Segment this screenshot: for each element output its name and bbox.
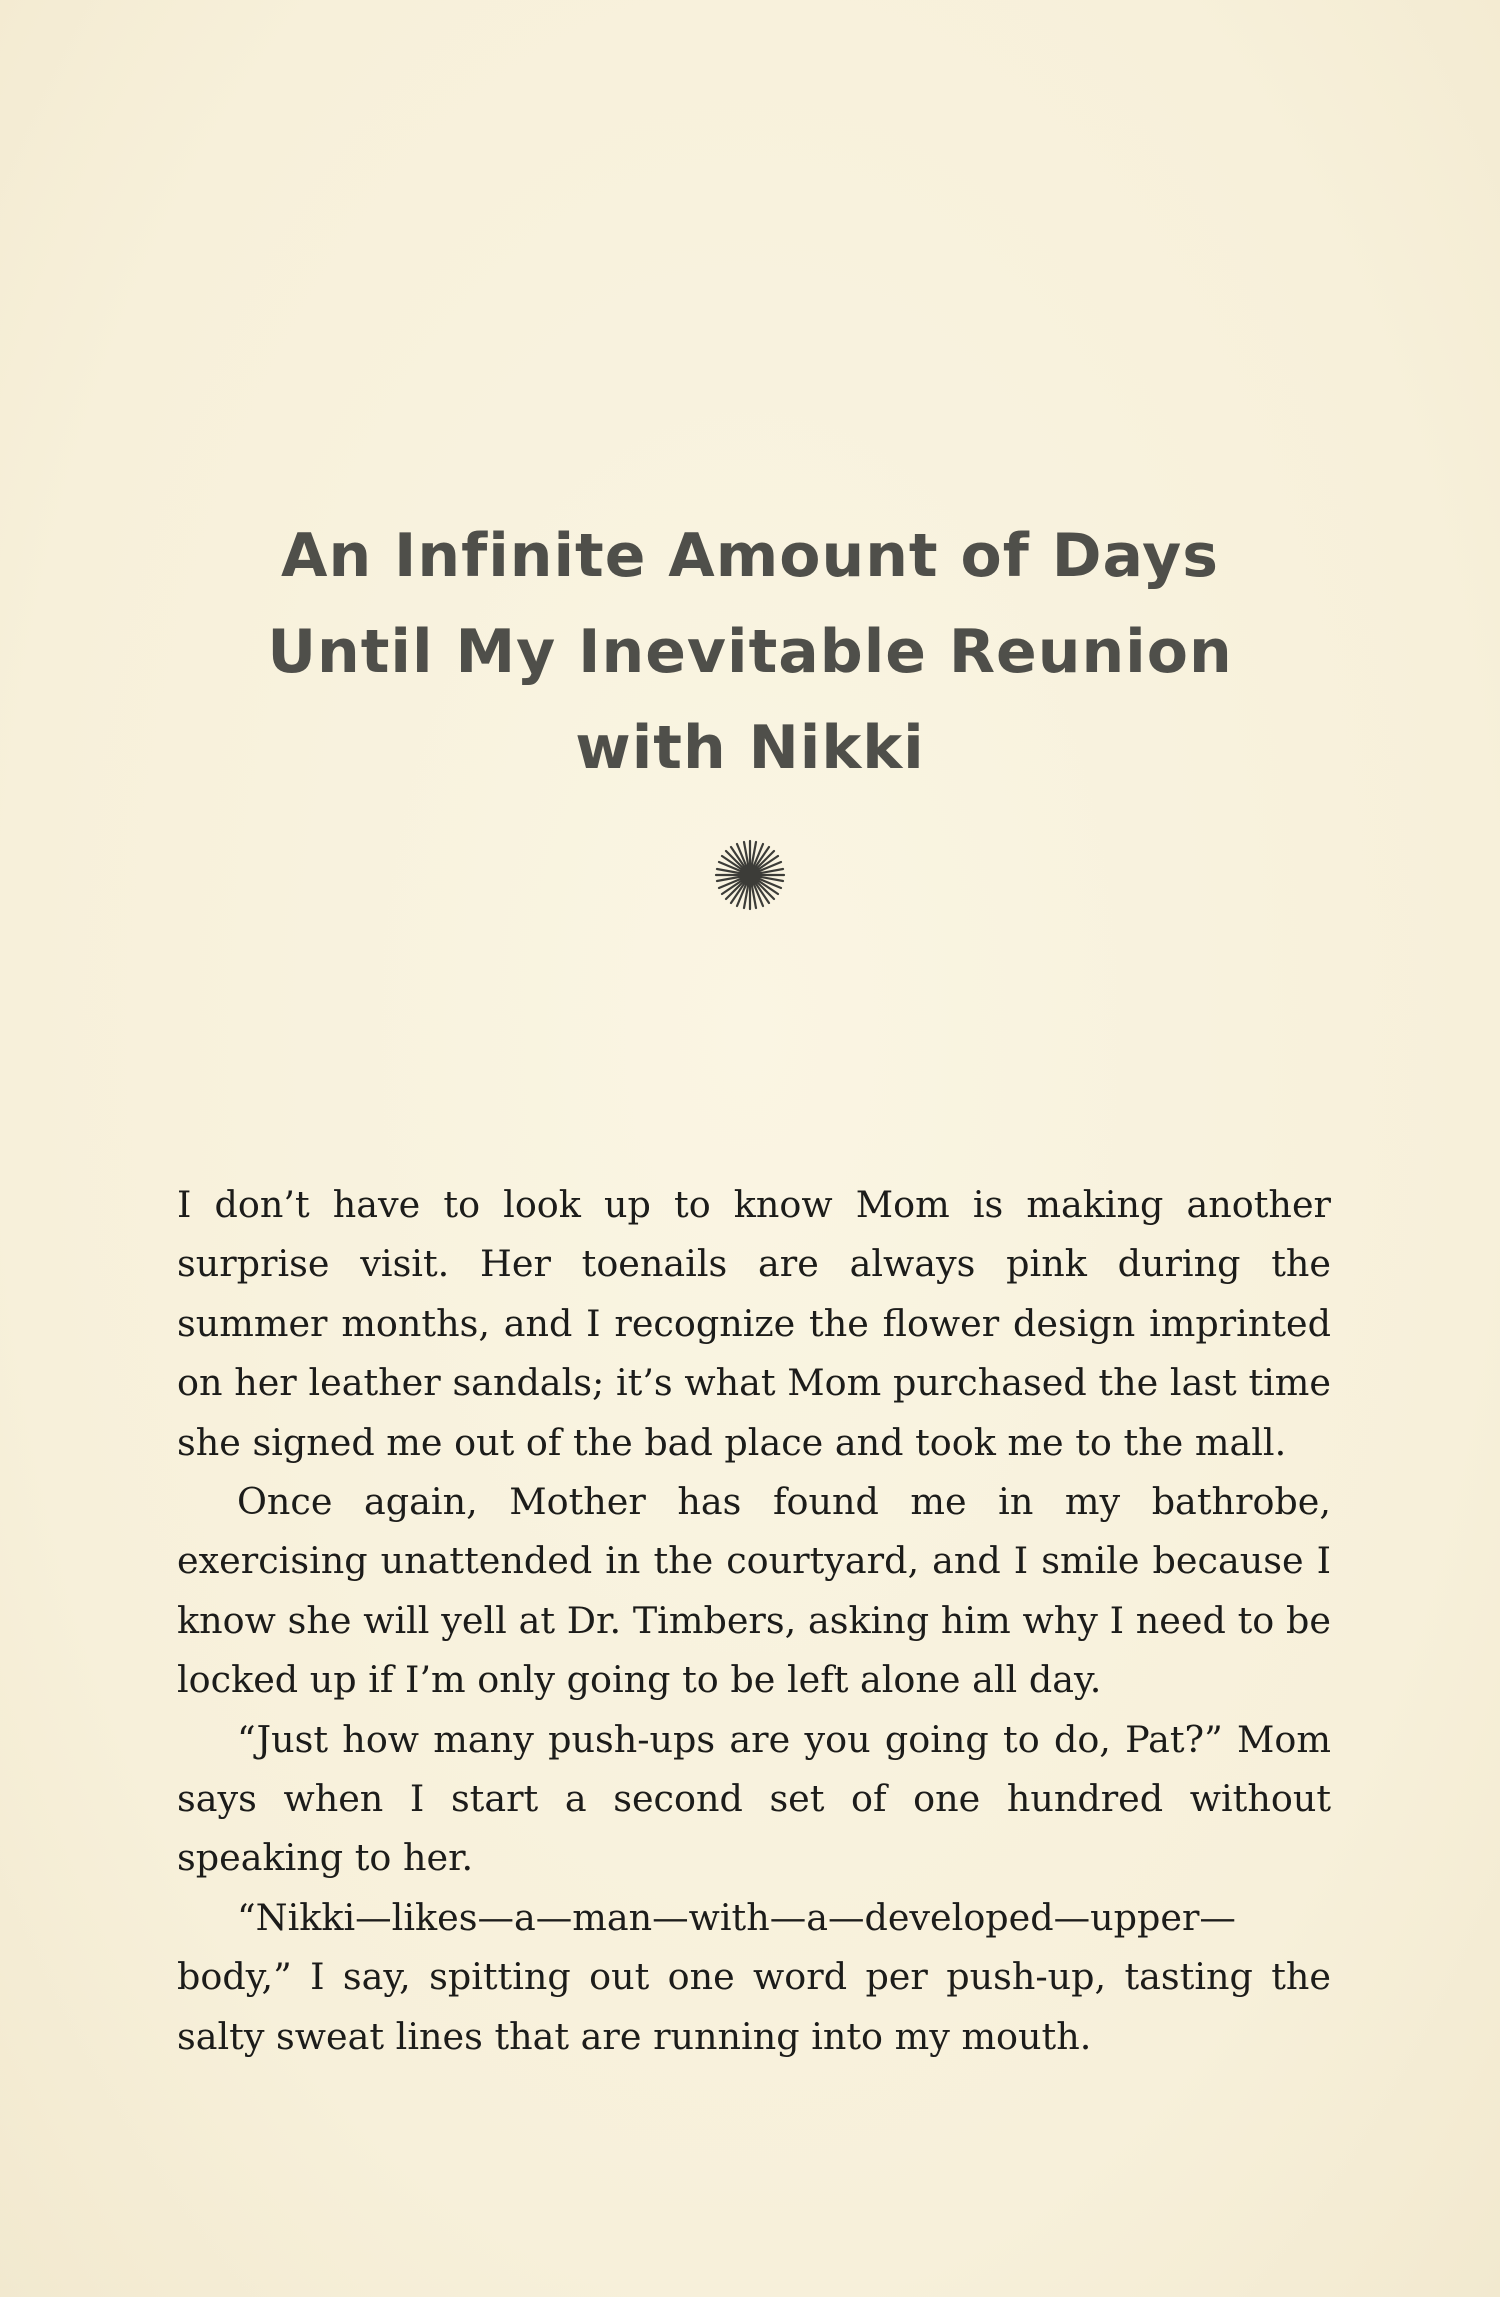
chapter-title-line-2: Until My Inevitable Reunion [267,617,1233,687]
starburst-icon [710,835,790,915]
chapter-title-line-1: An Infinite Amount of Days [281,521,1219,591]
paragraph-2: Once again, Mother has found me in my bathrobe, exercising unattended in the courtyard, and I smile because I know she will yell at Dr. Timbers, asking him why I need to be locked up if I’m only going to be left alone all day. [177,1480,1331,1702]
paragraph-1: I don’t have to look up to know Mom is making another surprise visit. Her toenails are always pink during the summer months, and I recognize the flower design imprinted on her leather sandals; it’s what Mom purchased the last time she signed me out of the bad place and took me to the mall. [177,1183,1331,1464]
paragraph-4: “Nikki—likes—a—man—with—a—developed—upper— body,” I say, spitting out one word per push-up, tasting the salty sweat lines that are running into my mouth. [177,1895,1331,2058]
chapter-body [177,1175,1331,2066]
chapter-title [0,508,1500,796]
chapter-title-line-3: with Nikki [575,713,925,783]
paragraph-3: “Just how many push-ups are you going to do, Pat?” Mom says when I start a second set of one hundred without speaking to her. [177,1717,1331,1880]
